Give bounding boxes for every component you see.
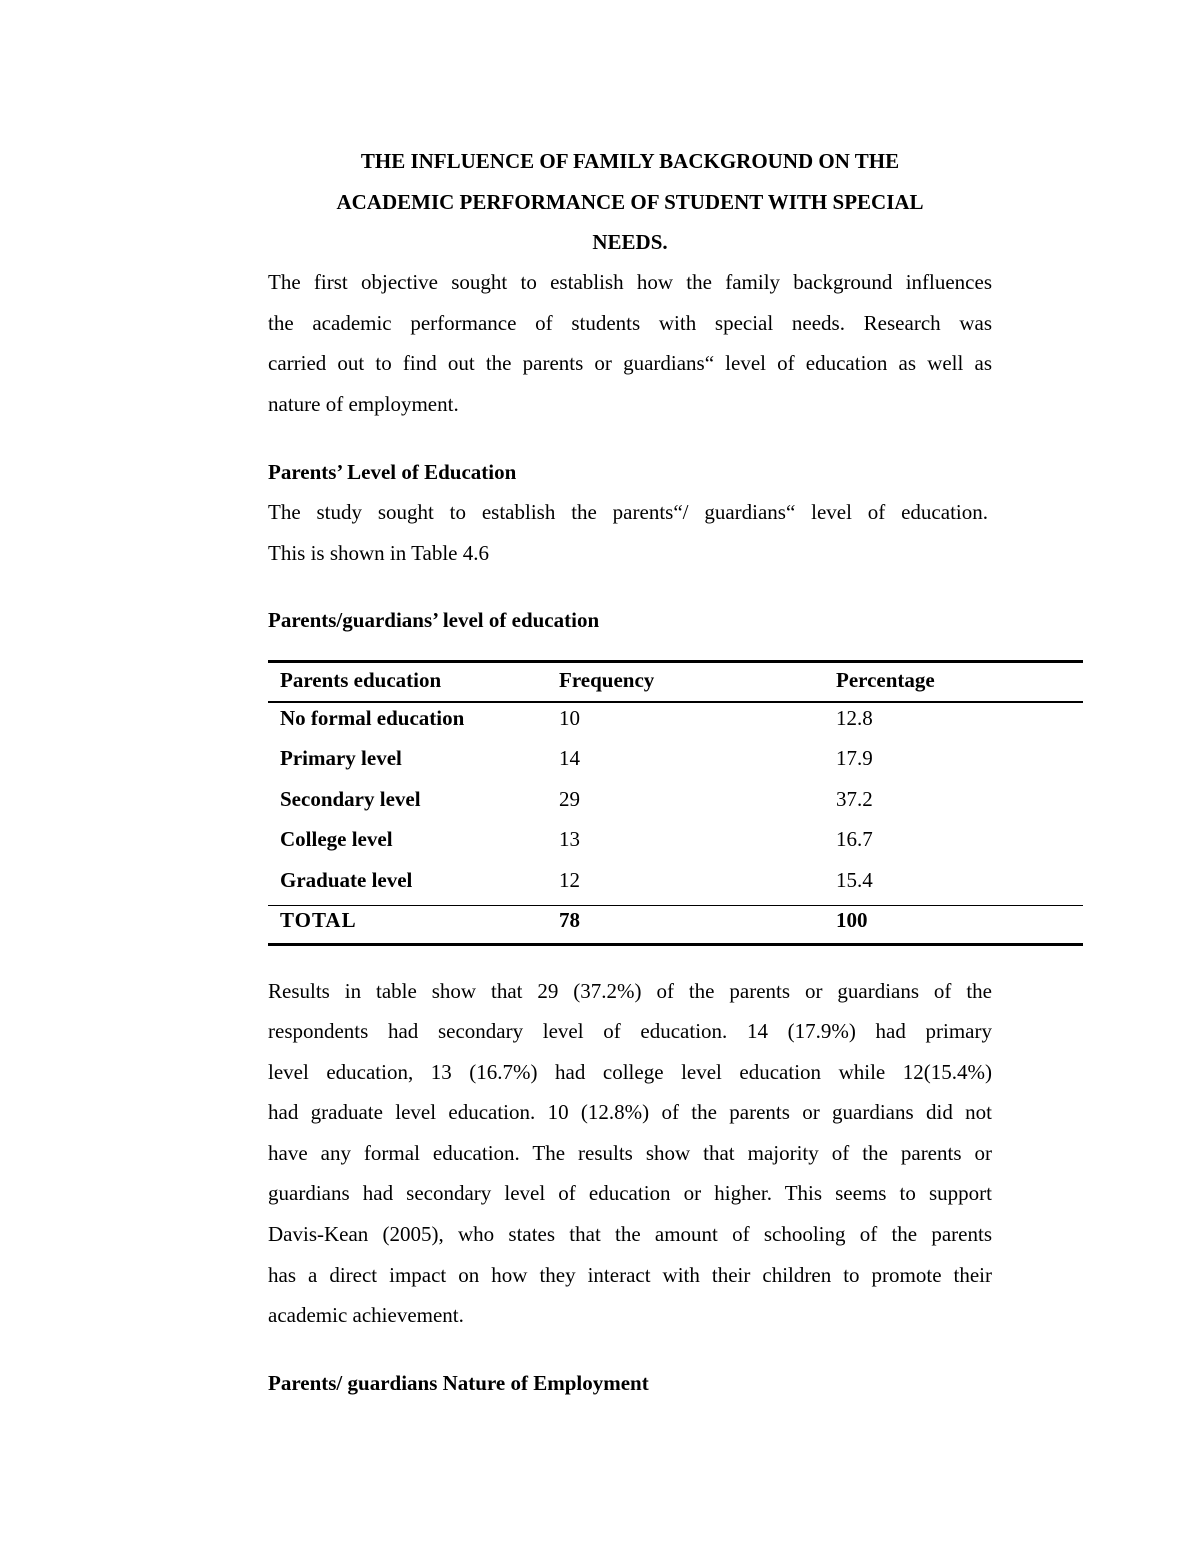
table-cell-frequency: 29	[559, 787, 580, 811]
section-heading-employment: Parents/ guardians Nature of Employment	[268, 1371, 649, 1395]
table-cell-percentage: 17.9	[836, 746, 873, 770]
intro-paragraph-line: carried out to find out the parents or guardians“ level of education as well as	[268, 351, 992, 375]
table-total-frequency: 78	[559, 908, 580, 932]
table-cell-frequency: 12	[559, 868, 580, 892]
table-total-rule	[268, 905, 1083, 906]
section-heading-education: Parents’ Level of Education	[268, 460, 517, 484]
table-total-label: TOTAL	[280, 908, 357, 932]
table-caption: Parents/guardians’ level of education	[268, 608, 600, 632]
table-cell-frequency: 14	[559, 746, 580, 770]
results-paragraph-line: academic achievement.	[268, 1303, 464, 1327]
table-row-label: Graduate level	[280, 868, 413, 892]
results-paragraph-line: respondents had secondary level of education. 14 (17.9%) had primary	[268, 1019, 992, 1043]
table-header-cell: Percentage	[836, 668, 935, 692]
table-header-cell: Frequency	[559, 668, 655, 692]
results-paragraph-line: Davis-Kean (2005), who states that the amount of schooling of the parents	[268, 1222, 992, 1246]
table-bottom-rule	[268, 943, 1083, 946]
document-title-line-2: ACADEMIC PERFORMANCE OF STUDENT WITH SPECIAL	[336, 190, 924, 214]
table-header-cell: Parents education	[280, 668, 442, 692]
table-cell-frequency: 10	[559, 706, 580, 730]
document-title-line-1: THE INFLUENCE OF FAMILY BACKGROUND ON THE	[360, 149, 900, 173]
table-cell-frequency: 13	[559, 827, 580, 851]
results-paragraph-line: Results in table show that 29 (37.2%) of the parents or guardians of the	[268, 979, 992, 1003]
results-paragraph-line: have any formal education. The results show that majority of the parents or	[268, 1141, 992, 1165]
section-paragraph-line: The study sought to establish the parents“/ guardians“ level of education.	[268, 500, 988, 524]
table-cell-percentage: 15.4	[836, 868, 873, 892]
intro-paragraph-line: The first objective sought to establish how the family background influences	[268, 270, 992, 294]
results-paragraph-line: level education, 13 (16.7%) had college level education while 12(15.4%)	[268, 1060, 992, 1084]
table-row-label: Primary level	[280, 746, 402, 770]
results-paragraph-line: has a direct impact on how they interact with their children to promote their	[268, 1263, 992, 1287]
intro-paragraph-line: the academic performance of students with special needs. Research was	[268, 311, 992, 335]
document-title-line-3: NEEDS.	[592, 230, 668, 254]
results-paragraph-line: guardians had secondary level of education or higher. This seems to support	[268, 1181, 992, 1205]
table-top-rule	[268, 660, 1083, 663]
table-cell-percentage: 12.8	[836, 706, 873, 730]
table-cell-percentage: 16.7	[836, 827, 873, 851]
intro-paragraph-line: nature of employment.	[268, 392, 459, 416]
table-row-label: Secondary level	[280, 787, 421, 811]
table-row-label: College level	[280, 827, 393, 851]
table-cell-percentage: 37.2	[836, 787, 873, 811]
results-paragraph-line: had graduate level education. 10 (12.8%) of the parents or guardians did not	[268, 1100, 992, 1124]
section-paragraph-line: This is shown in Table 4.6	[268, 541, 489, 565]
table-total-percentage: 100	[836, 908, 868, 932]
table-row-label: No formal education	[280, 706, 465, 730]
